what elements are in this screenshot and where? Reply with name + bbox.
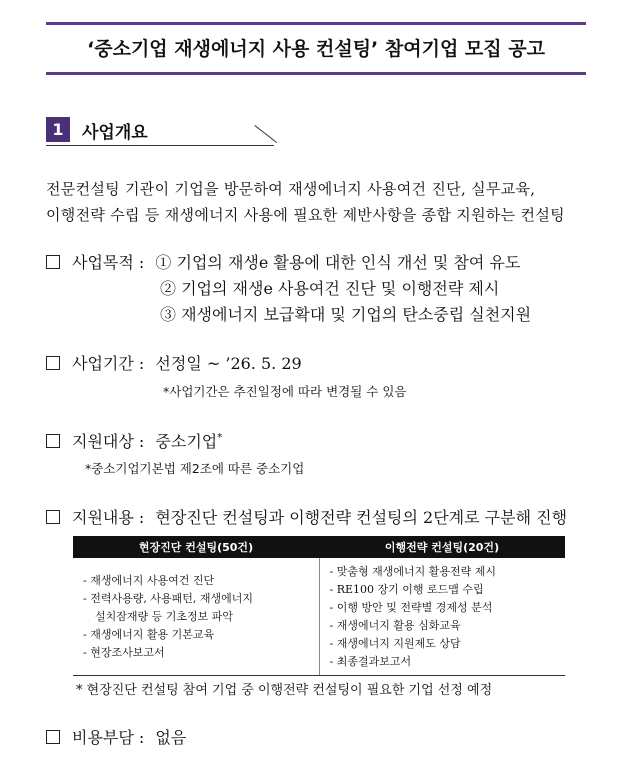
checkbox-icon <box>46 434 60 448</box>
purpose-item-1: ① 기업의 재생e 활용에 대한 인식 개선 및 참여 유도 <box>155 253 521 272</box>
list-item: - 전력사용량, 사용패턴, 재생에너지 <box>83 592 253 605</box>
intro-line-1: 전문컨설팅 기관이 기업을 방문하여 재생에너지 사용여건 진단, 실무교육, <box>46 180 536 198</box>
target-note: *중소기업기본법 제2조에 따른 중소기업 <box>85 461 305 476</box>
target-footnote-mark: * <box>217 432 223 444</box>
purpose-item-3: ③ 재생에너지 보급확대 및 기업의 탄소중립 실천지원 <box>160 305 532 324</box>
cost-label: 비용부담 : <box>72 728 145 747</box>
table-header-strategy: 이행전략 컨설팅(20건) <box>319 536 565 558</box>
list-item: - 재생에너지 사용여건 진단 <box>83 574 215 587</box>
period-value: 선정일 ~ ’26. 5. 29 <box>155 354 302 373</box>
section-title: 사업개요 <box>82 123 148 143</box>
list-item: 설치잠재량 등 기초정보 파악 <box>95 610 234 623</box>
section-number-badge: 1 <box>46 117 70 142</box>
cost-value: 없음 <box>155 728 187 747</box>
cost-row <box>46 725 186 748</box>
intro-line-2: 이행전략 수립 등 재생에너지 사용에 필요한 제반사항을 종합 지원하는 컨설팅 <box>46 206 565 224</box>
checkbox-icon <box>46 730 60 744</box>
target-label: 지원대상 : <box>72 432 145 451</box>
table-header-field-diagnosis: 현장진단 컨설팅(50건) <box>73 536 319 558</box>
title-bottom-rule <box>46 72 586 75</box>
list-item: - 현장조사보고서 <box>83 646 165 659</box>
period-note: *사업기간은 추진일정에 따라 변경될 수 있음 <box>163 384 407 399</box>
list-item: - 재생에너지 지원제도 상담 <box>329 637 461 650</box>
section-underline <box>46 145 274 146</box>
list-item: - 맞춤형 재생에너지 활용전략 제시 <box>329 565 496 578</box>
title-top-rule <box>46 22 586 25</box>
support-table <box>73 536 565 676</box>
checkbox-icon <box>46 356 60 370</box>
list-item: - RE100 장기 이행 로드맵 수립 <box>329 583 484 596</box>
list-item: - 재생에너지 활용 기본교육 <box>83 628 215 641</box>
content-row <box>46 505 567 528</box>
list-item: - 이행 방안 및 전략별 경제성 분석 <box>329 601 493 614</box>
content-value: 현장진단 컨설팅과 이행전략 컨설팅의 2단계로 구분해 진행 <box>155 508 568 527</box>
purpose-item-2: ② 기업의 재생e 사용여건 진단 및 이행전략 제시 <box>160 279 500 298</box>
section-underline-slant <box>254 125 277 143</box>
content-footnote: * 현장진단 컨설팅 참여 기업 중 이행전략 컨설팅이 필요한 기업 선정 예정 <box>76 683 493 698</box>
strategy-cell <box>319 558 565 676</box>
period-label: 사업기간 : <box>72 354 145 373</box>
list-item: - 최종결과보고서 <box>329 655 412 668</box>
page-title: ‘중소기업 재생에너지 사용 컨설팅’ 참여기업 모집 공고 <box>87 38 545 60</box>
target-value: 중소기업 <box>155 432 218 451</box>
target-row <box>46 429 222 452</box>
list-item: - 재생에너지 활용 심화교육 <box>329 619 461 632</box>
checkbox-icon <box>46 255 60 269</box>
field-diagnosis-cell <box>73 558 319 676</box>
purpose-row <box>46 250 520 273</box>
period-row <box>46 351 302 374</box>
checkbox-icon <box>46 510 60 524</box>
content-label: 지원내용 : <box>72 508 145 527</box>
purpose-label: 사업목적 : <box>72 253 145 272</box>
